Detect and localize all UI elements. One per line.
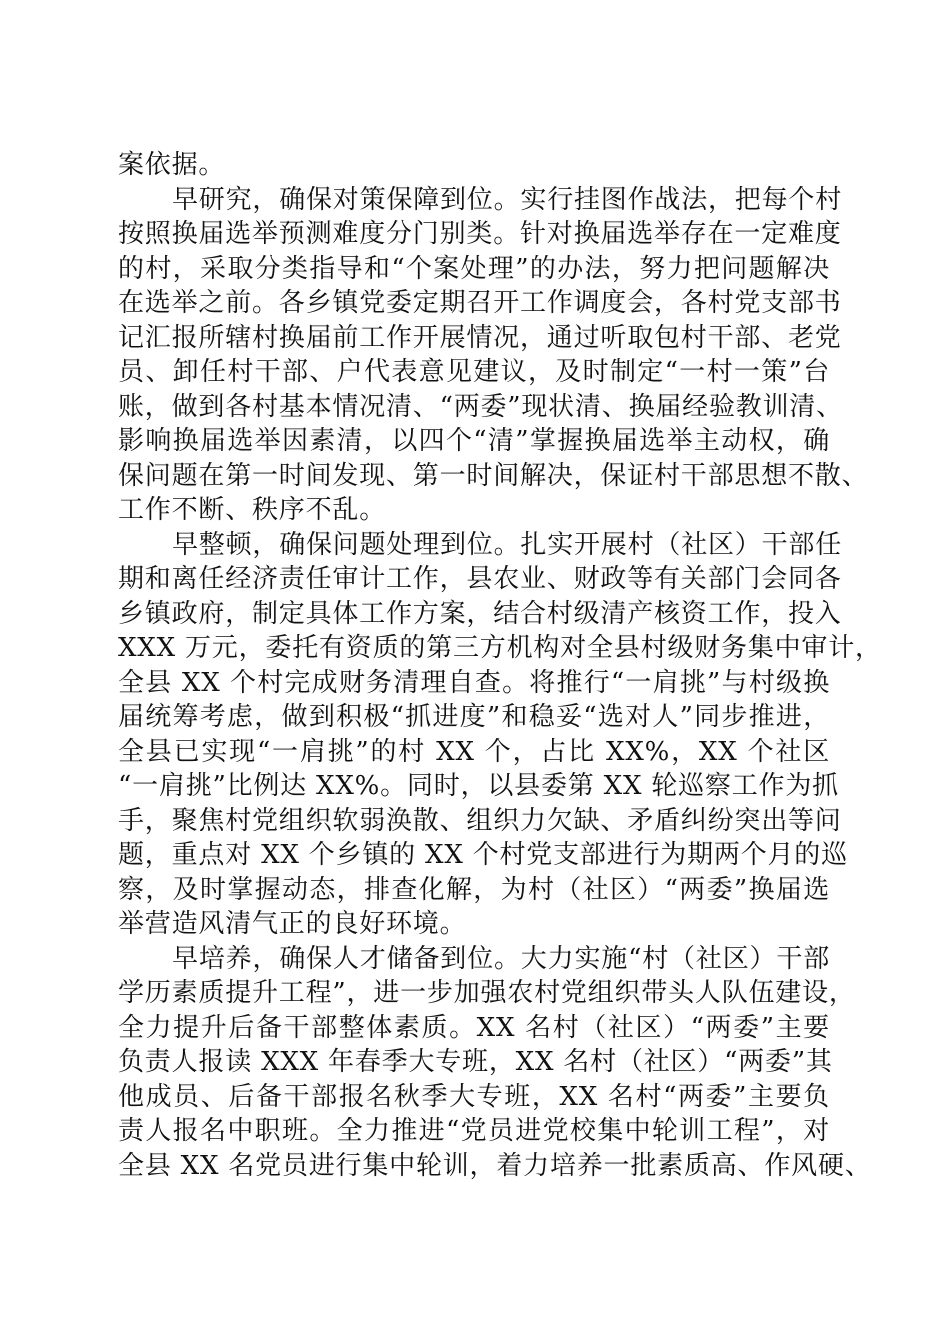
text-line: 期和离任经济责任审计工作，县农业、财政等有关部门会同各 — [118, 564, 842, 594]
text-line: 的村，采取分类指导和“个案处理”的办法，努力把问题解决 — [118, 253, 830, 284]
paragraph-early-training — [118, 942, 872, 1184]
text-line: 按照换届选举预测难度分门别类。针对换届选举存在一定难度 — [118, 219, 842, 249]
text-line: 早研究，确保对策保障到位。实行挂图作战法，把每个村 — [172, 184, 843, 215]
text-line: 员、卸任村干部、户代表意见建议，及时制定“一村一策”台 — [118, 357, 830, 387]
text-line: 记汇报所辖村换届前工作开展情况，通过听取包村干部、老党 — [118, 322, 842, 353]
text-line: 手，聚焦村党组织软弱涣散、组织力欠缺、矛盾纠纷突出等问 — [118, 805, 842, 836]
paragraph-intro-fragment — [118, 148, 830, 183]
text-line: 责人报名中职班。全力推进“党员进党校集中轮训工程”，对 — [118, 1116, 830, 1146]
text-line: “一肩挑”比例达 XX%。同时，以县委第 XX 轮巡察工作为抓 — [118, 771, 839, 801]
text-line: 题，重点对 XX 个乡镇的 XX 个村党支部进行为期两个月的巡 — [118, 840, 848, 870]
text-line: 他成员、后备干部报名秋季大专班，XX 名村“两委”主要负 — [118, 1081, 830, 1112]
text-line: 早整顿，确保问题处理到位。扎实开展村（社区）干部任 — [172, 529, 843, 560]
text-line: 察，及时掌握动态，排查化解，为村（社区）“两委”换届选 — [118, 874, 830, 905]
text-line: 影响换届选举因素清，以四个“清”掌握换届选举主动权，确 — [118, 426, 830, 456]
text-line: 届统筹考虑，做到积极“抓进度”和稳妥“选对人”同步推进， — [118, 702, 830, 732]
text-line: 全力提升后备干部整体素质。XX 名村（社区）“两委”主要 — [118, 1012, 830, 1043]
text-line: 负责人报读 XXX 年春季大专班，XX 名村（社区）“两委”其 — [118, 1047, 833, 1077]
text-line: XXX 万元，委托有资质的第三方机构对全县村级财务集中审计， — [118, 633, 882, 663]
text-line: 在选举之前。各乡镇党委定期召开工作调度会，各村党支部书 — [118, 288, 842, 318]
text-line: 保问题在第一时间发现、第一时间解决，保证村干部思想不散、 — [118, 460, 869, 491]
document-body — [118, 148, 882, 1183]
text-line: 早培养，确保人才储备到位。大力实施“村（社区）干部 — [172, 943, 830, 974]
paragraph-early-research — [118, 183, 869, 528]
text-line: 全县 XX 名党员进行集中轮训，着力培养一批素质高、作风硬、 — [118, 1150, 872, 1181]
paragraph-early-rectification — [118, 528, 882, 942]
text-line: 全县 XX 个村完成财务清理自查。将推行“一肩挑”与村级换 — [118, 667, 830, 698]
text-line: 学历素质提升工程”，进一步加强农村党组织带头人队伍建设， — [118, 978, 856, 1008]
text-line: 案依据。 — [118, 150, 226, 180]
text-line: 举营造风清气正的良好环境。 — [118, 909, 467, 939]
text-line: 全县已实现“一肩挑”的村 XX 个，占比 XX%，XX 个社区 — [118, 736, 830, 767]
text-line: 工作不断、秩序不乱。 — [118, 495, 387, 525]
text-line: 账，做到各村基本情况清、“两委”现状清、换届经验教训清、 — [118, 391, 843, 422]
text-line: 乡镇政府，制定具体工作方案，结合村级清产核资工作，投入 — [118, 598, 842, 629]
